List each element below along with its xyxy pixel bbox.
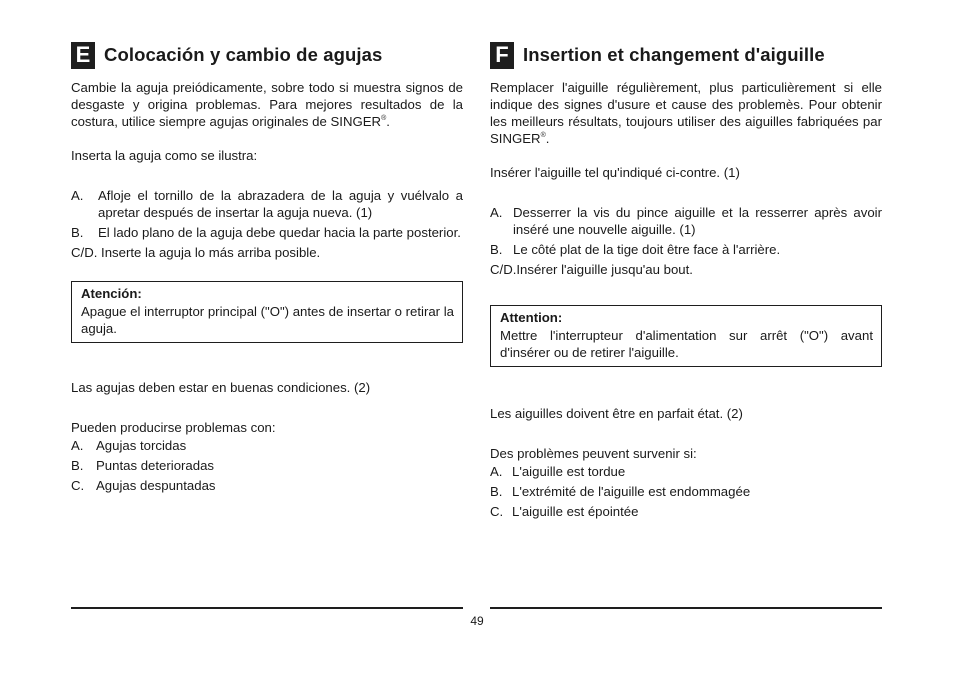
section-heading	[71, 40, 463, 70]
footer-rule	[71, 607, 463, 609]
steps-list	[490, 204, 882, 278]
insert-instruction: Inserta la aguja como se ilustra:	[71, 148, 258, 163]
warning-heading: Attention:	[500, 310, 563, 325]
step-item: B. El lado plano de la aguja debe quedar hacia la parte posterior.	[71, 225, 461, 240]
problem-item: B. L'extrémité de l'aiguille est endommagée	[490, 484, 751, 499]
step-item: A. Afloje el tornillo de la abrazadera de la aguja y vuélvalo a apretar después de insertar la aguja nueva. (1)	[71, 188, 463, 220]
problems-intro: Pueden producirse problemas con:	[71, 420, 276, 435]
insert-instruction: Insérer l'aiguille tel qu'indiqué ci-contre. (1)	[490, 165, 740, 180]
warning-body: Mettre l'interrupteur d'alimentation sur arrêt ("O") avant d'insérer ou de retirer l'aiguille.	[500, 328, 873, 360]
problem-item: C. Agujas despuntadas	[71, 478, 216, 493]
problem-item: A. Agujas torcidas	[71, 438, 187, 453]
french-section	[490, 40, 882, 522]
warning-box	[490, 305, 882, 367]
section-title: Insertion et changement d'aiguille	[523, 44, 825, 65]
section-heading	[490, 40, 882, 70]
page-number: 49	[470, 614, 484, 628]
language-badge: F	[490, 42, 514, 69]
spanish-section	[71, 40, 463, 496]
problems-list	[490, 462, 882, 522]
step-item: A. Desserrer la vis du pince aiguille et la resserrer après avoir inséré une nouvelle aiguille. (1)	[490, 205, 882, 237]
condition-line: Las agujas deben estar en buenas condiciones. (2)	[71, 380, 371, 395]
section-title: Colocación y cambio de agujas	[104, 44, 383, 65]
problem-item: C. L'aiguille est épointée	[490, 504, 639, 519]
warning-body: Apague el interruptor principal ("O") antes de insertar o retirar la aguja.	[81, 304, 454, 336]
step-item: B. Le côté plat de la tige doit être face à l'arrière.	[490, 242, 781, 257]
warning-box	[71, 281, 463, 343]
condition-line: Les aiguilles doivent être en parfait état. (2)	[490, 406, 743, 421]
step-cd: C/D. Inserte la aguja lo más arriba posible.	[71, 245, 321, 260]
language-badge: E	[71, 42, 95, 69]
steps-list	[71, 187, 463, 261]
problems-intro: Des problèmes peuvent survenir si:	[490, 446, 697, 461]
problems-list	[71, 436, 463, 496]
intro-paragraph: Remplacer l'aiguille régulièrement, plus particulièrement si elle indique des signes d'usure et cause des problemès. Pour obtenir les meilleurs résultats, toujours utiliser des aiguilles fabriquées par SINGER®.	[490, 80, 882, 146]
warning-heading: Atención:	[81, 286, 142, 301]
step-cd: C/D.Insérer l'aiguille jusqu'au bout.	[490, 262, 693, 277]
intro-paragraph: Cambie la aguja preiódicamente, sobre todo si muestra signos de desgaste y origina problemas. Para mejores resultados de la costura, utilice siempre agujas originales de SINGER®.	[71, 80, 463, 129]
problem-item: A. L'aiguille est tordue	[490, 464, 626, 479]
footer-rule	[490, 607, 882, 609]
problem-item: B. Puntas deterioradas	[71, 458, 215, 473]
